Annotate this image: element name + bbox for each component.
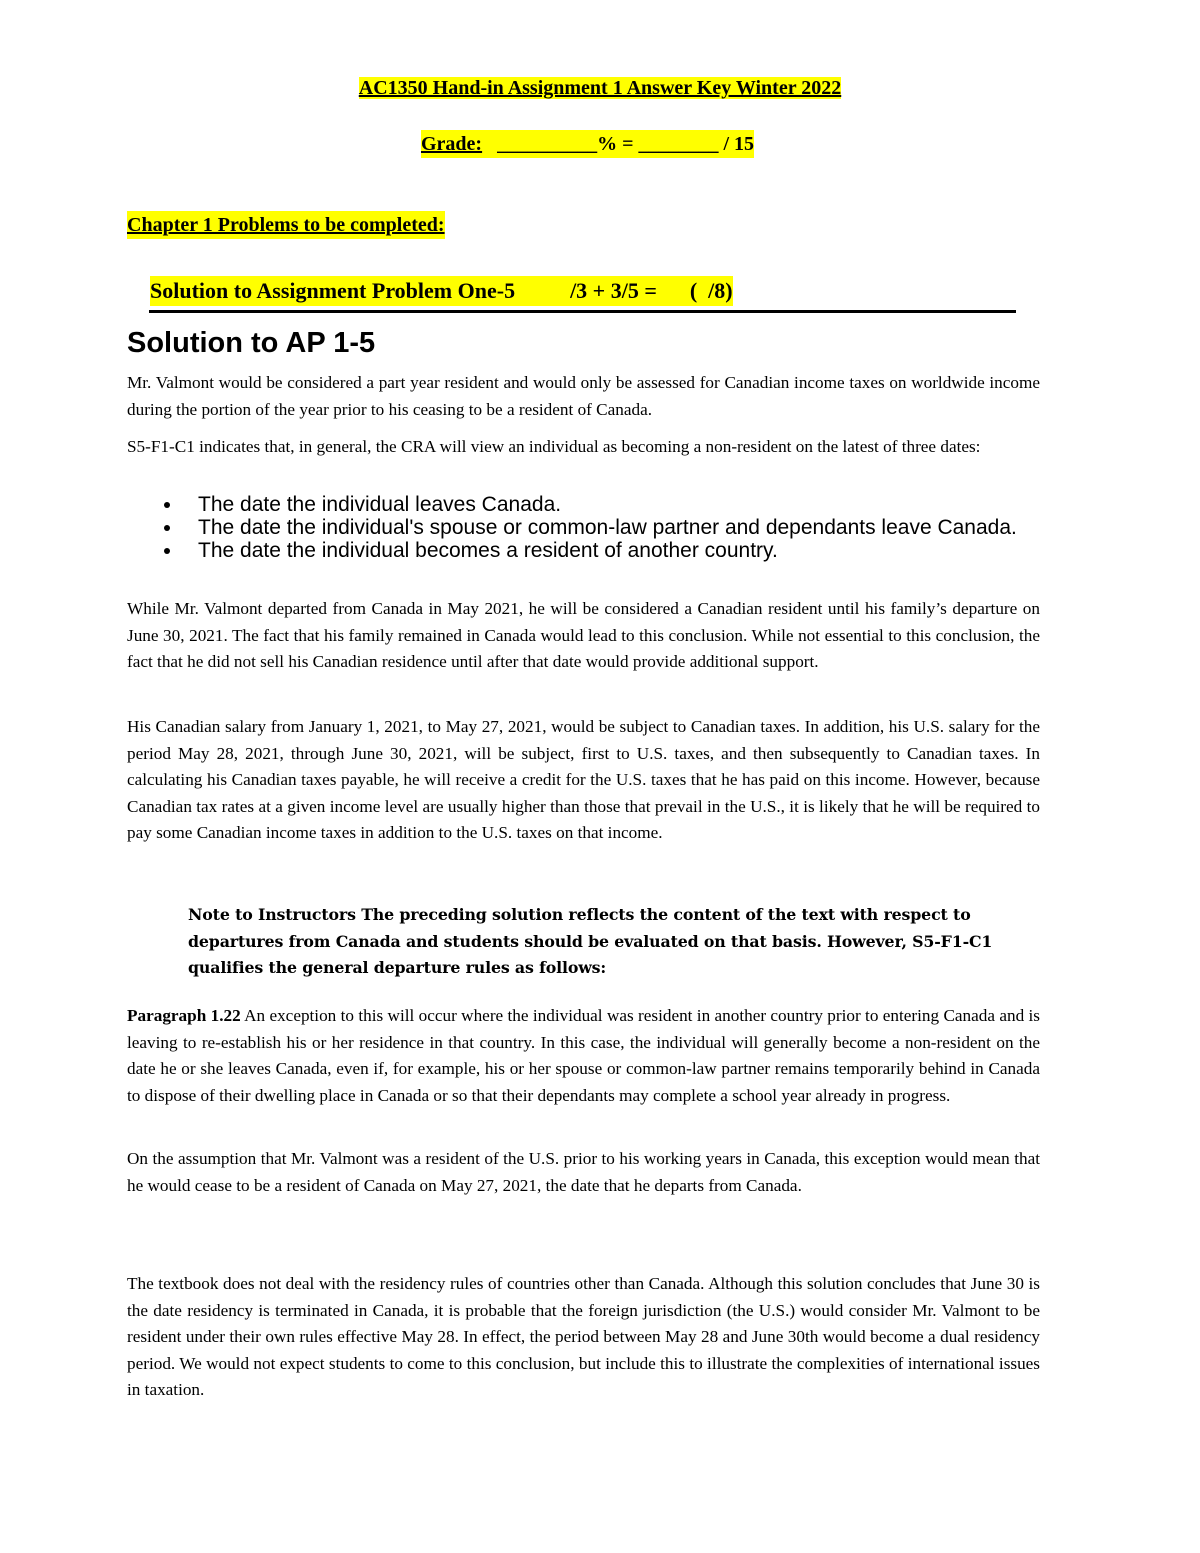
paragraph-textbook: The textbook does not deal with the residency rules of countries other than Canada. Although this solution concludes that June 30 is the date residency is terminated in Canada, it is probable that the foreign jurisdiction (the U.S.) would consider Mr. Valmont to be resident under their own rules effective May 28. In effect, the period between May 28 and June 30th would become a dual residency period. We would not expect students to come to this conclusion, but include this to illustrate the complexities of international issues in taxation. [127, 1274, 1040, 1400]
title-text: AC1350 Hand-in Assignment 1 Answer Key Winter 2022 [358, 77, 842, 99]
grade-label: Grade: [421, 133, 483, 155]
bullet-icon [164, 502, 170, 508]
score-text: /3 + 3/5 = ( /8) [570, 278, 733, 303]
chapter-heading: Chapter 1 Problems to be completed: [127, 211, 445, 239]
solution-heading [150, 276, 733, 306]
list-item-text: The date the individual's spouse or common-law partner and dependants leave Canada. [198, 516, 1017, 539]
list-item [160, 516, 1040, 539]
list-item-text: The date the individual becomes a resident of another country. [198, 539, 778, 562]
solution-heading-text: Solution to Assignment Problem One-5 [150, 278, 516, 303]
bullet-icon [164, 525, 170, 531]
paragraph-1-22 [127, 1003, 1040, 1109]
list-item-text: The date the individual leaves Canada. [198, 493, 562, 516]
paragraph-lead-in: S5-F1-C1 indicates that, in general, the CRA will view an individual as becoming a non-resident on the latest of three dates: [127, 437, 981, 456]
paragraph-departure: While Mr. Valmont departed from Canada in May 2021, he will be considered a Canadian resident until his family’s departure on June 30, 2021. The fact that his family remained in Canada would lead to this conclusion. While not essential to this conclusion, the fact that he did not sell his Canadian residence until after that date would provide additional support. [127, 599, 1040, 672]
heading-underline [149, 310, 1016, 313]
section-heading: Solution to AP 1-5 [127, 327, 376, 359]
departure-dates-list [160, 493, 1040, 562]
paragraph-intro: Mr. Valmont would be considered a part year resident and would only be assessed for Canadian income taxes on worldwide income during the portion of the year prior to his ceasing to be a resident of Canada. [127, 373, 1040, 419]
paragraph-salary: His Canadian salary from January 1, 2021, to May 27, 2021, would be subject to Canadian taxes. In addition, his U.S. salary for the period May 28, 2021, through June 30, 2021, will be subject, first to U.S. taxes, and then subsequently to Canadian taxes. In calculating his Canadian taxes payable, he will receive a credit for the U.S. taxes that he has paid on this income. However, because Canadian tax rates at a given income level are usually higher than those that prevail in the U.S., it is likely that he will be required to pay some Canadian income taxes in addition to the U.S. taxes on that income. [127, 717, 1040, 843]
document-title [0, 74, 1200, 102]
note-to-instructors: Note to Instructors The preceding solution reflects the content of the text with respect to departures from Canada and students should be evaluated on that basis. However, S5-F1-C1 qualifies the general departure rules as follows: [188, 905, 993, 977]
list-item [160, 493, 1040, 516]
paragraph-label: Paragraph 1.22 [127, 1006, 241, 1025]
paragraph-1-22-text: An exception to this will occur where the individual was resident in another country prior to entering Canada and is leaving to re-establish his or her residence in that country. In this case, the individual will generally become a non-resident on the date he or she leaves Canada, even if, for example, his or her spouse or common-law partner remains temporarily behind in Canada to dispose of their dwelling place in Canada or so that their dependants may complete a school year already in progress. [127, 1006, 1040, 1105]
grade-line [421, 130, 754, 158]
bullet-icon [164, 548, 170, 554]
list-item [160, 539, 1040, 562]
paragraph-assumption: On the assumption that Mr. Valmont was a resident of the U.S. prior to his working years in Canada, this exception would mean that he would cease to be a resident of Canada on May 27, 2021, the date that he departs from Canada. [127, 1149, 1040, 1195]
grade-blanks: __________% = ________ / 15 [497, 133, 755, 155]
